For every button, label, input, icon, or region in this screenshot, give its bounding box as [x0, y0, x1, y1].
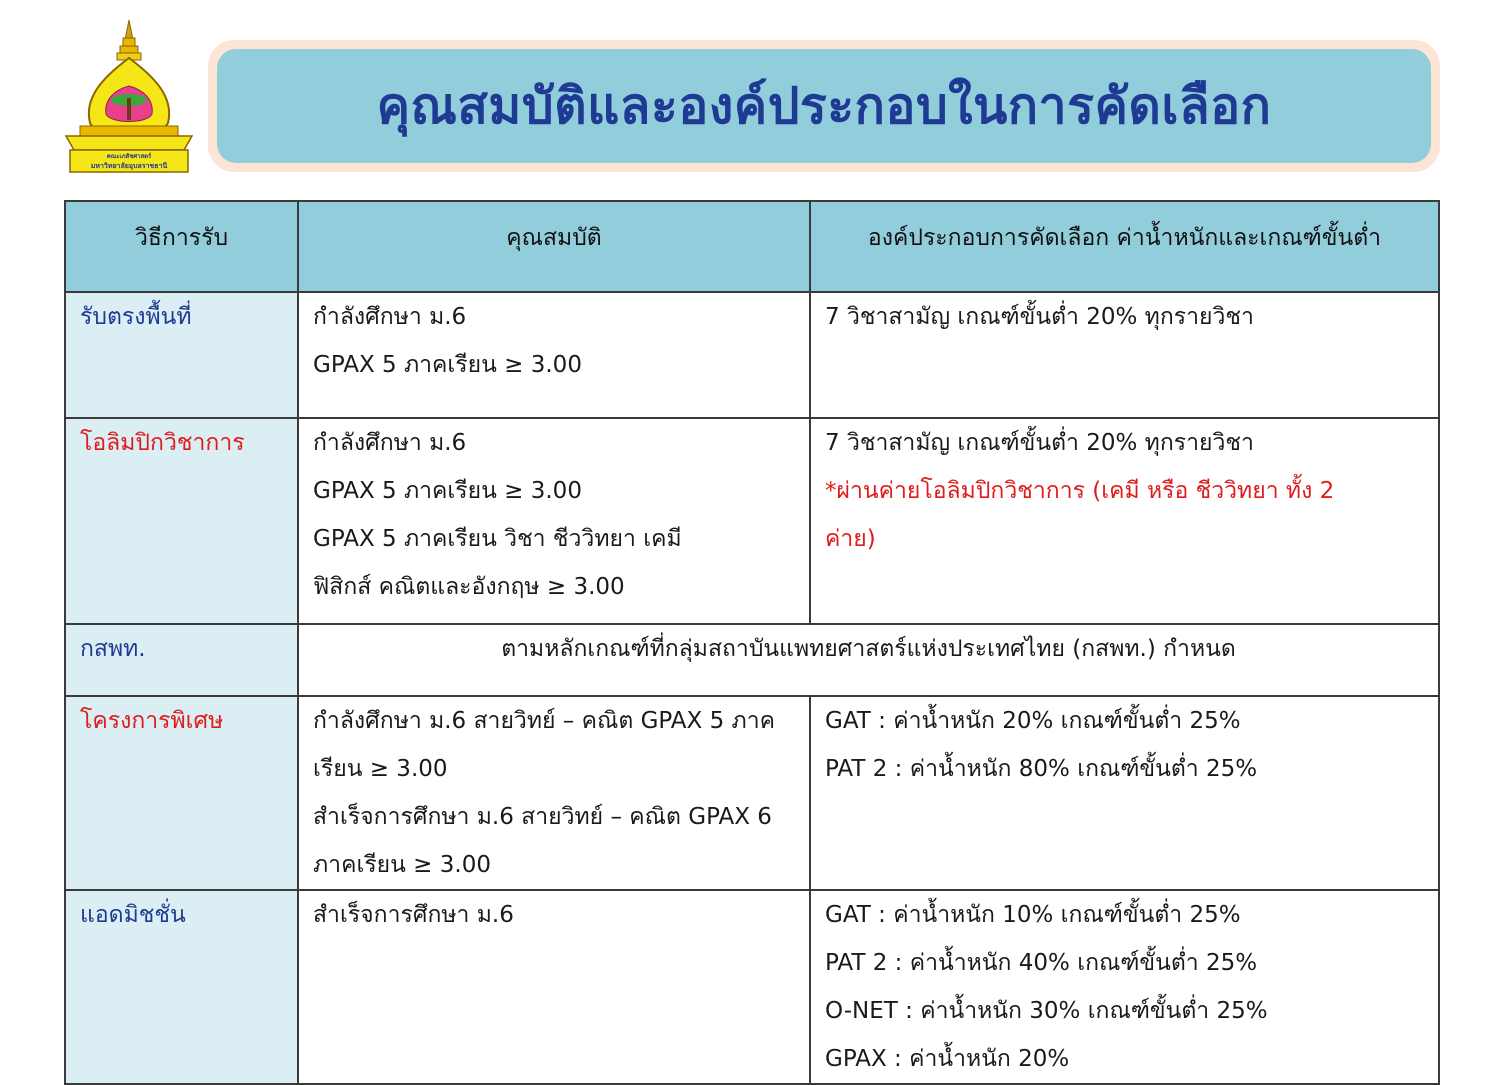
university-crest-icon — [62, 18, 196, 178]
table-row — [65, 890, 1439, 1084]
criteria-line: GAT : ค่าน้ำหนัก 10% เกณฑ์ขั้นต่ำ 25% — [825, 902, 1241, 928]
criteria-cell — [810, 696, 1439, 890]
criteria-line: PAT 2 : ค่าน้ำหนัก 40% เกณฑ์ขั้นต่ำ 25% — [825, 950, 1258, 976]
merged-criteria-cell: ตามหลักเกณฑ์ที่กลุ่มสถาบันแพทยศาสตร์แห่งประเทศไทย (กสพท.) กำหนด — [298, 624, 1439, 696]
qualification-line: GPAX 5 ภาคเรียน ≥ 3.00 — [313, 352, 582, 378]
header-selection-criteria: องค์ประกอบการคัดเลือก ค่าน้ำหนักและเกณฑ์ขั้นต่ำ — [810, 201, 1439, 292]
qualification-line: กำลังศึกษา ม.6 — [313, 304, 467, 330]
criteria-note-line: ค่าย) — [825, 526, 876, 552]
qualification-line: GPAX 5 ภาคเรียน ≥ 3.00 — [313, 478, 582, 504]
title-banner-inner — [217, 49, 1431, 163]
page-title: คุณสมบัติและองค์ประกอบในการคัดเลือก — [376, 76, 1272, 135]
criteria-line: O-NET : ค่าน้ำหนัก 30% เกณฑ์ขั้นต่ำ 25% — [825, 998, 1268, 1024]
qualification-line: ภาคเรียน ≥ 3.00 — [313, 852, 491, 878]
selection-criteria-table — [64, 200, 1440, 1085]
criteria-line: 7 วิชาสามัญ เกณฑ์ขั้นต่ำ 20% ทุกรายวิชา — [825, 304, 1254, 330]
qualification-line: สำเร็จการศึกษา ม.6 สายวิทย์ – คณิต GPAX 6 — [313, 804, 772, 830]
qualification-line: เรียน ≥ 3.00 — [313, 756, 448, 782]
method-cell: แอดมิชชั่น — [65, 890, 298, 1084]
table-row — [65, 418, 1439, 624]
qualifications-cell — [298, 418, 810, 624]
qualification-line: ฟิสิกส์ คณิตและอังกฤษ ≥ 3.00 — [313, 574, 625, 600]
header-qualifications: คุณสมบัติ — [298, 201, 810, 292]
method-cell: โครงการพิเศษ — [65, 696, 298, 890]
criteria-line: GPAX : ค่าน้ำหนัก 20% — [825, 1046, 1070, 1072]
criteria-cell — [810, 418, 1439, 624]
method-cell: รับตรงพื้นที่ — [65, 292, 298, 418]
method-cell: โอลิมปิกวิชาการ — [65, 418, 298, 624]
criteria-line: PAT 2 : ค่าน้ำหนัก 80% เกณฑ์ขั้นต่ำ 25% — [825, 756, 1258, 782]
qualification-line: GPAX 5 ภาคเรียน วิชา ชีววิทยา เคมี — [313, 526, 682, 552]
criteria-cell — [810, 890, 1439, 1084]
table-row — [65, 624, 1439, 696]
qualifications-cell — [298, 292, 810, 418]
qualification-line: กำลังศึกษา ม.6 — [313, 430, 467, 456]
criteria-cell — [810, 292, 1439, 418]
header-admission-method: วิธีการรับ — [65, 201, 298, 292]
logo-caption-line2: มหาวิทยาลัยอุบลราชธานี — [90, 162, 168, 170]
qualification-line: กำลังศึกษา ม.6 สายวิทย์ – คณิต GPAX 5 ภาค — [313, 708, 775, 734]
method-cell: กสพท. — [65, 624, 298, 696]
qualification-line: สำเร็จการศึกษา ม.6 — [313, 902, 514, 928]
title-banner — [208, 40, 1440, 172]
logo-caption-line1: คณะเภสัชศาสตร์ — [106, 153, 152, 160]
table-row — [65, 292, 1439, 418]
qualifications-cell — [298, 696, 810, 890]
table-row — [65, 696, 1439, 890]
criteria-line: GAT : ค่าน้ำหนัก 20% เกณฑ์ขั้นต่ำ 25% — [825, 708, 1241, 734]
criteria-line: 7 วิชาสามัญ เกณฑ์ขั้นต่ำ 20% ทุกรายวิชา — [825, 430, 1254, 456]
qualifications-cell — [298, 890, 810, 1084]
table-header-row — [65, 201, 1439, 292]
criteria-note-line: *ผ่านค่ายโอลิมปิกวิชาการ (เคมี หรือ ชีววิทยา ทั้ง 2 — [825, 478, 1335, 504]
